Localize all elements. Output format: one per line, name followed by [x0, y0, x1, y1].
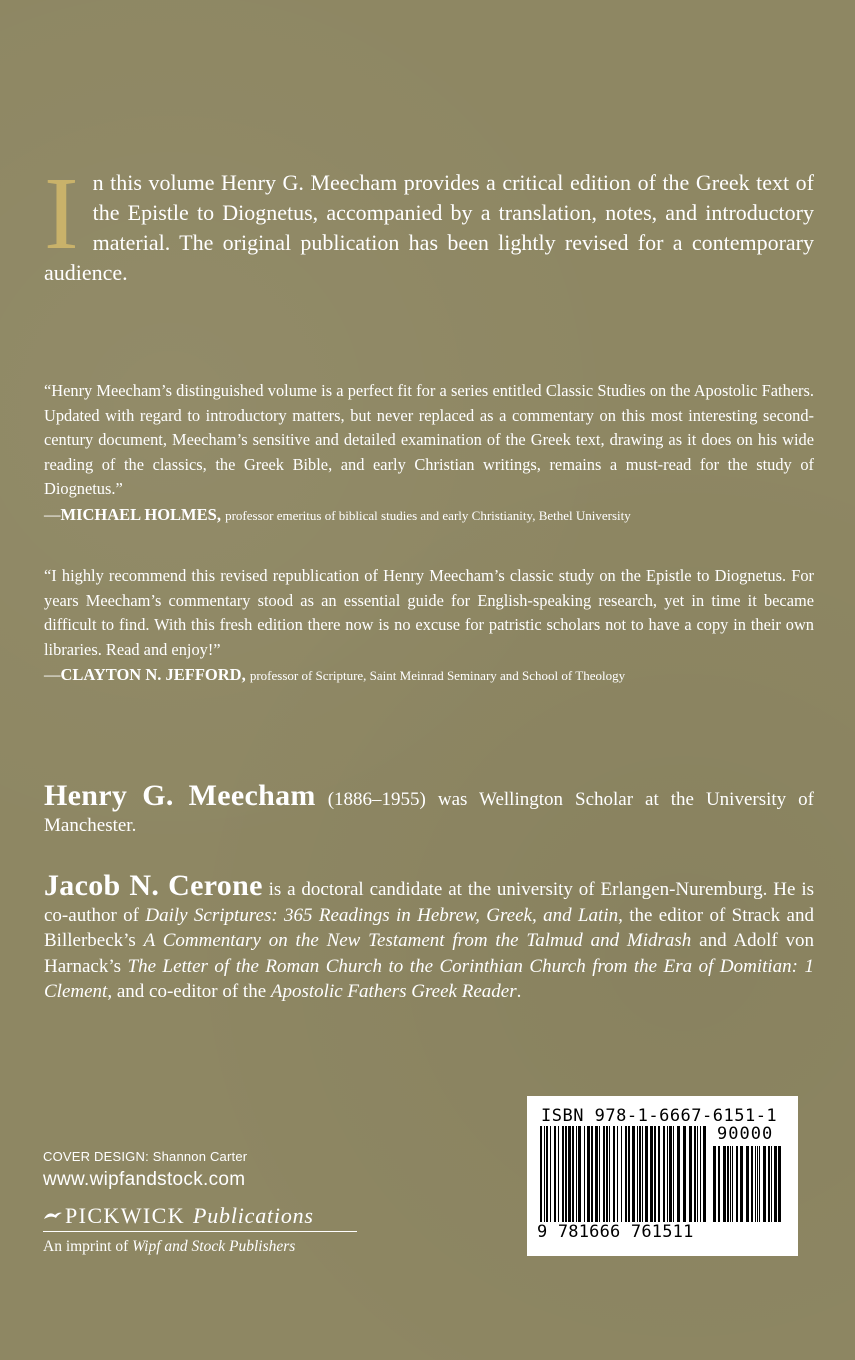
barcode-bar: [568, 1126, 571, 1222]
imprint-line: An imprint of Wipf and Stock Publishers: [43, 1238, 296, 1255]
barcode-bar: [736, 1146, 738, 1222]
endorser-role: professor emeritus of biblical studies and early Christianity, Bethel University: [225, 507, 631, 523]
barcode-bar: [621, 1126, 622, 1222]
barcode-bar: [778, 1146, 781, 1222]
barcode-bar: [663, 1126, 665, 1222]
barcode-bar: [740, 1146, 743, 1222]
book-title: Daily Scriptures: 365 Readings in Hebrew, Greek, and Latin: [145, 904, 619, 926]
endorser-role: professor of Scripture, Saint Meinrad Seminary and School of Theology: [249, 668, 626, 684]
ean-digits: 9 781666 761511: [537, 1222, 694, 1242]
barcode-bar: [632, 1126, 635, 1222]
barcode-bar: [768, 1146, 770, 1222]
barcode-bar: [544, 1126, 545, 1222]
endorsement-attribution: —MICHAEL HOLMES, professor emeritus of biblical studies and early Christianity, Bethel University: [44, 504, 631, 524]
barcode-bar: [751, 1146, 753, 1222]
publisher-subtitle: Publications: [192, 1203, 314, 1228]
endorsement-holmes: [44, 379, 814, 528]
barcode-bar: [757, 1146, 758, 1222]
barcode-bar: [694, 1126, 696, 1222]
endorsement-attribution: —CLAYTON N. JEFFORD, professor of Scripture, Saint Meinrad Seminary and School of Theology: [44, 665, 626, 685]
barcode-bar: [625, 1126, 627, 1222]
barcode-bar: [755, 1146, 756, 1222]
barcode-bar: [639, 1126, 641, 1222]
barcode-bar: [683, 1126, 686, 1222]
barcode-bar: [584, 1126, 585, 1222]
barcode-bar: [550, 1126, 551, 1222]
barcode-bar: [667, 1126, 668, 1222]
drop-cap: I: [44, 156, 79, 271]
endorsement-quote: “Henry Meecham’s distinguished volume is a perfect fit for a series entitled Classic Studies on the Apostolic Fathers. Updated with regard to introductory matters, but never replaced as a commentary on this most interesting second-century document, Meecham’s sensitive and detailed examination of the Greek text, drawing as it does on his wide reading of the classics, the Greek Bible, and early Christian writings, remains a must-read for the study of Diognetus.”: [44, 381, 814, 499]
barcode-bar: [645, 1126, 648, 1222]
barcode-bar: [613, 1126, 615, 1222]
barcode-bar: [546, 1126, 548, 1222]
author-name: Henry G. Meecham: [44, 779, 316, 812]
publisher-name: PICKWICK: [65, 1203, 185, 1228]
bird-logo-icon: [43, 1210, 63, 1222]
isbn-number: ISBN 978-1-6667-6151-1: [541, 1106, 778, 1126]
publisher-url: www.wipfandstock.com: [43, 1169, 246, 1190]
barcode-bar: [628, 1126, 630, 1222]
barcode-bar: [654, 1126, 656, 1222]
barcode-bar: [642, 1126, 643, 1222]
book-title: Apostolic Fathers Greek Reader: [270, 981, 517, 1002]
barcode-bar: [606, 1126, 608, 1222]
barcode-bar: [558, 1126, 559, 1222]
endorser-name: MICHAEL HOLMES,: [60, 504, 221, 524]
addon-barcode-bars: [713, 1146, 785, 1226]
barcode-bar: [609, 1126, 610, 1222]
barcode-bar: [572, 1126, 574, 1222]
barcode-bar: [730, 1146, 731, 1222]
barcode-bar: [650, 1126, 653, 1222]
barcode-bar: [617, 1126, 618, 1222]
barcode-bar: [576, 1126, 577, 1222]
editor-name: Jacob N. Cerone: [44, 869, 263, 902]
barcode-bar: [673, 1126, 674, 1222]
author-bio-meecham: [44, 779, 814, 838]
blurb-text: n this volume Henry G. Meecham provides a critical edition of the Greek text of the Epistle to Diognetus, accompanied by a translation, notes, and introductory material. The original publication has been lightly revised for a contemporary audience.: [44, 170, 814, 285]
barcode-bar: [697, 1126, 698, 1222]
isbn-barcode: [527, 1096, 798, 1256]
barcode-bar: [595, 1126, 598, 1222]
imprint-name: Wipf and Stock Publishers: [132, 1238, 296, 1255]
barcode-bar: [727, 1146, 729, 1222]
barcode-bar: [554, 1126, 556, 1222]
barcode-bar: [732, 1146, 733, 1222]
barcode-bar: [578, 1126, 581, 1222]
price-code: 90000: [717, 1124, 774, 1144]
book-title: A Commentary on the New Testament from the Talmud and Midrash: [143, 930, 692, 951]
publisher-divider: [43, 1231, 357, 1232]
barcode-bar: [587, 1126, 590, 1222]
barcode-bar: [713, 1146, 716, 1222]
barcode-bar: [562, 1126, 564, 1222]
barcode-bar: [565, 1126, 567, 1222]
endorsement-jefford: [44, 564, 814, 688]
barcode-bar: [658, 1126, 660, 1222]
barcode-bar: [669, 1126, 672, 1222]
barcode-bar: [637, 1126, 638, 1222]
barcode-bar: [718, 1146, 720, 1222]
endorsement-quote: “I highly recommend this revised republication of Henry Meecham’s classic study on the Epistle to Diognetus. For years Meecham’s commentary stood as an essential guide for English-speaking research, yet in time it became difficult to find. With this fresh edition there now is no excuse for patristic scholars not to have a copy in their own libraries. Read and enjoy!”: [44, 566, 814, 659]
barcode-bar: [746, 1146, 749, 1222]
barcode-bar: [599, 1126, 600, 1222]
barcode-bar: [763, 1146, 766, 1222]
barcode-bar: [774, 1146, 777, 1222]
author-bio-text: (1886–1955) was Wellington Scholar at the University of Manchester.: [44, 789, 814, 836]
barcode-bar: [703, 1126, 706, 1222]
cover-design-credit: COVER DESIGN: Shannon Carter: [43, 1149, 248, 1164]
barcode-bar: [689, 1126, 692, 1222]
barcode-bar: [603, 1126, 605, 1222]
barcode-bar: [677, 1126, 680, 1222]
barcode-bar: [700, 1126, 701, 1222]
ean-barcode-bars: [540, 1126, 710, 1226]
publisher-logo: [43, 1203, 363, 1256]
back-cover-blurb: [44, 156, 814, 288]
barcode-bar: [540, 1126, 542, 1222]
book-title: The Letter of the Roman Church to the Corinthian Church from the Era of Domitian: 1 Clement: [44, 955, 814, 1002]
endorser-name: CLAYTON N. JEFFORD,: [60, 665, 246, 685]
editor-bio-cerone: Jacob N. Cerone is a doctoral candidate at the university of Erlangen-Nuremburg. He is co-author of Daily Scriptures: 365 Readings in Hebrew, Greek, and Latin, the editor of Strack and Billerbeck’s A Commentary on the New Testament from the Talmud and Midrash and Adolf von Harnack’s The Letter of the Roman Church to the Corinthian Church from the Era of Domitian: 1 Clement, and co-editor of the Apostolic Fathers Greek Reader.: [44, 869, 815, 1002]
barcode-bar: [759, 1146, 760, 1222]
barcode-bar: [591, 1126, 593, 1222]
cover-credits: [43, 1149, 247, 1192]
barcode-bar: [771, 1146, 772, 1222]
barcode-bar: [723, 1146, 726, 1222]
